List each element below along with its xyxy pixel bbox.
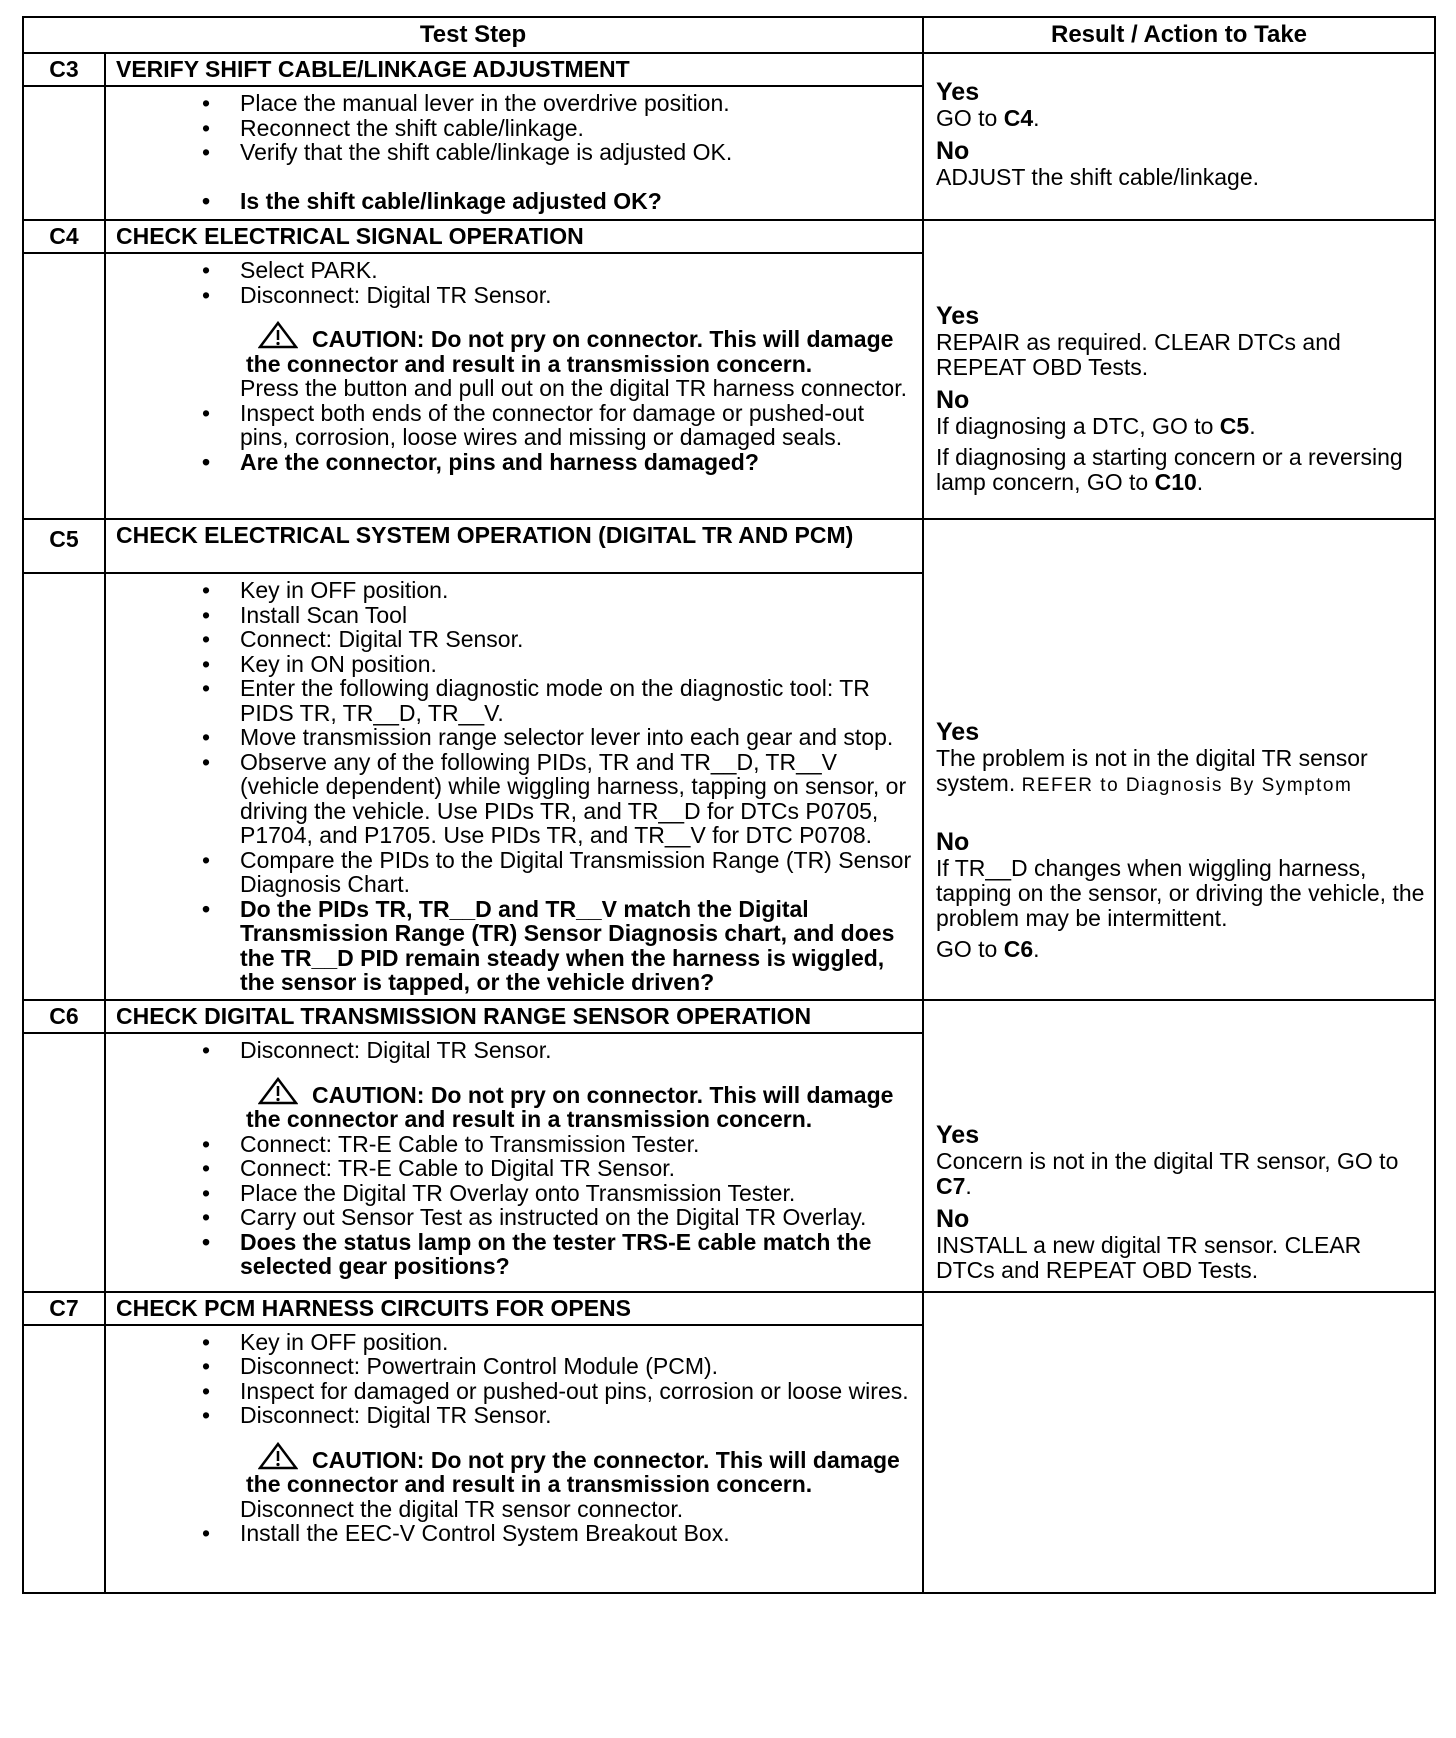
step-body <box>105 573 923 1000</box>
no-action: If diagnosing a DTC, GO to C5. <box>936 413 1256 439</box>
list-item: • Key in ON position. <box>106 652 914 677</box>
no-action: If TR__D changes when wiggling harness, tapping on the sensor, or driving the vehicle, the problem may be intermittent. <box>936 855 1425 932</box>
yes-action: The problem is not in the digital TR sensor system. REFER to Diagnosis By Symptom <box>936 745 1368 797</box>
yes-label: Yes <box>936 302 980 330</box>
list-item: • Observe any of the following PIDs, TR and TR__D, TR__V (vehicle dependent) while wiggling harness, tapping on sensor, or driving the vehicle. Use PIDs TR, and TR__D for DTCs P0705, P1704, and P1705. Use PIDs TR, and TR__V for DTC P0708. <box>106 750 914 848</box>
question-item: • Do the PIDs TR, TR__D and TR__V match the Digital Transmission Range (TR) Sensor Diagnosis chart, and does the TR__D PID remain steady when the harness is wiggled, the sensor is tapped, or the vehicle driven? <box>106 897 914 995</box>
yes-action: Concern is not in the digital TR sensor, GO to C7. <box>936 1147 1399 1199</box>
list-item: • Key in OFF position. <box>106 578 914 603</box>
yes-label: Yes <box>936 1120 980 1149</box>
step-body <box>105 86 923 220</box>
caution-note: CAUTION: Do not pry on connector. This will damage the connector and result in a transmission concern. <box>106 1077 914 1132</box>
list-item: • Key in OFF position. <box>106 1330 914 1355</box>
step-result <box>923 1000 1435 1292</box>
table-header-row <box>23 17 1435 53</box>
question-item: • Is the shift cable/linkage adjusted OK? <box>106 189 914 214</box>
step-result <box>923 220 1435 519</box>
yes-label: Yes <box>936 718 980 747</box>
no-label: No <box>936 136 970 165</box>
step-id: C7 <box>23 1292 105 1325</box>
step-body <box>105 1033 923 1291</box>
list-item: Press the button and pull out on the digital TR harness connector. <box>240 375 907 401</box>
step-title: CHECK ELECTRICAL SIGNAL OPERATION <box>105 220 923 253</box>
no-label: No <box>936 828 970 857</box>
step-id: C5 <box>23 519 105 573</box>
yes-action: REPAIR as required. CLEAR DTCs and REPEAT OBD Tests. <box>936 329 1341 380</box>
step-result <box>923 519 1435 1000</box>
step-title-row <box>23 1000 1435 1034</box>
question-item: • Are the connector, pins and harness damaged? <box>106 450 914 475</box>
question-item: • Does the status lamp on the tester TRS-E cable match the selected gear positions? <box>106 1230 914 1279</box>
caution-note: CAUTION: Do not pry on connector. This will damage the connector and result in a transmission concern. <box>106 321 914 376</box>
list-item: • Disconnect: Powertrain Control Module (PCM). <box>106 1354 914 1379</box>
list-item: • Reconnect the shift cable/linkage. <box>106 116 914 141</box>
list-item: • Disconnect: Digital TR Sensor. <box>106 283 914 308</box>
pinpoint-test-table <box>22 16 1436 1594</box>
list-item: • Verify that the shift cable/linkage is adjusted OK. <box>106 140 914 165</box>
list-item: • Inspect for damaged or pushed-out pins, corrosion or loose wires. <box>106 1379 914 1404</box>
list-item: • Move transmission range selector lever into each gear and stop. <box>106 725 914 750</box>
list-item: • Select PARK. <box>106 258 914 283</box>
list-item: • Carry out Sensor Test as instructed on the Digital TR Overlay. <box>106 1205 914 1230</box>
step-body <box>105 253 923 519</box>
list-item: • Disconnect: Digital TR Sensor. <box>106 1038 914 1063</box>
step-title: VERIFY SHIFT CABLE/LINKAGE ADJUSTMENT <box>105 53 923 86</box>
warning-triangle-icon <box>258 321 298 349</box>
step-id: C3 <box>23 53 105 86</box>
step-body <box>105 1325 923 1593</box>
warning-triangle-icon <box>258 1442 298 1470</box>
step-title-row <box>23 53 1435 86</box>
list-item: • Place the manual lever in the overdrive position. <box>106 91 914 116</box>
no-action: INSTALL a new digital TR sensor. CLEAR DTCs and REPEAT OBD Tests. <box>936 1231 1362 1283</box>
list-item: • Enter the following diagnostic mode on the diagnostic tool: TR PIDS TR, TR__D, TR__V. <box>106 676 914 725</box>
list-item: • Place the Digital TR Overlay onto Transmission Tester. <box>106 1181 914 1206</box>
caution-note: CAUTION: Do not pry the connector. This will damage the connector and result in a transmission concern. <box>106 1442 914 1497</box>
list-item: • Install the EEC-V Control System Breakout Box. <box>106 1521 914 1546</box>
list-item: • Disconnect: Digital TR Sensor. <box>106 1403 914 1428</box>
diagnostic-document <box>22 16 1434 1594</box>
step-id: C6 <box>23 1000 105 1034</box>
step-result <box>923 1292 1435 1593</box>
no-label: No <box>936 386 970 414</box>
step-title: CHECK ELECTRICAL SYSTEM OPERATION (DIGITAL TR AND PCM) <box>105 519 923 573</box>
step-title: CHECK DIGITAL TRANSMISSION RANGE SENSOR OPERATION <box>105 1000 923 1034</box>
step-id: C4 <box>23 220 105 253</box>
list-item: • Inspect both ends of the connector for damage or pushed-out pins, corrosion, loose wires and missing or damaged seals. <box>106 401 914 450</box>
header-test-step: Test Step <box>23 17 923 53</box>
step-title-row <box>23 1292 1435 1325</box>
list-item: • Connect: TR-E Cable to Digital TR Sensor. <box>106 1156 914 1181</box>
list-item: • Install Scan Tool <box>106 603 914 628</box>
step-title-row <box>23 519 1435 573</box>
warning-triangle-icon <box>258 1077 298 1105</box>
yes-action: GO to C4. <box>936 104 1040 131</box>
no-action: If diagnosing a starting concern or a reversing lamp concern, GO to C10. <box>936 444 1403 495</box>
header-result: Result / Action to Take <box>923 17 1435 53</box>
list-item: Disconnect the digital TR sensor connector. <box>240 1495 684 1522</box>
no-label: No <box>936 1204 970 1233</box>
list-item: • Connect: TR-E Cable to Transmission Tester. <box>106 1132 914 1157</box>
step-result <box>923 53 1435 220</box>
yes-label: Yes <box>936 77 980 106</box>
step-title: CHECK PCM HARNESS CIRCUITS FOR OPENS <box>105 1292 923 1325</box>
no-goto: GO to C6. <box>936 936 1040 963</box>
step-title-row <box>23 220 1435 253</box>
no-action: ADJUST the shift cable/linkage. <box>936 163 1260 190</box>
list-item: • Compare the PIDs to the Digital Transmission Range (TR) Sensor Diagnosis Chart. <box>106 848 914 897</box>
list-item: • Connect: Digital TR Sensor. <box>106 627 914 652</box>
